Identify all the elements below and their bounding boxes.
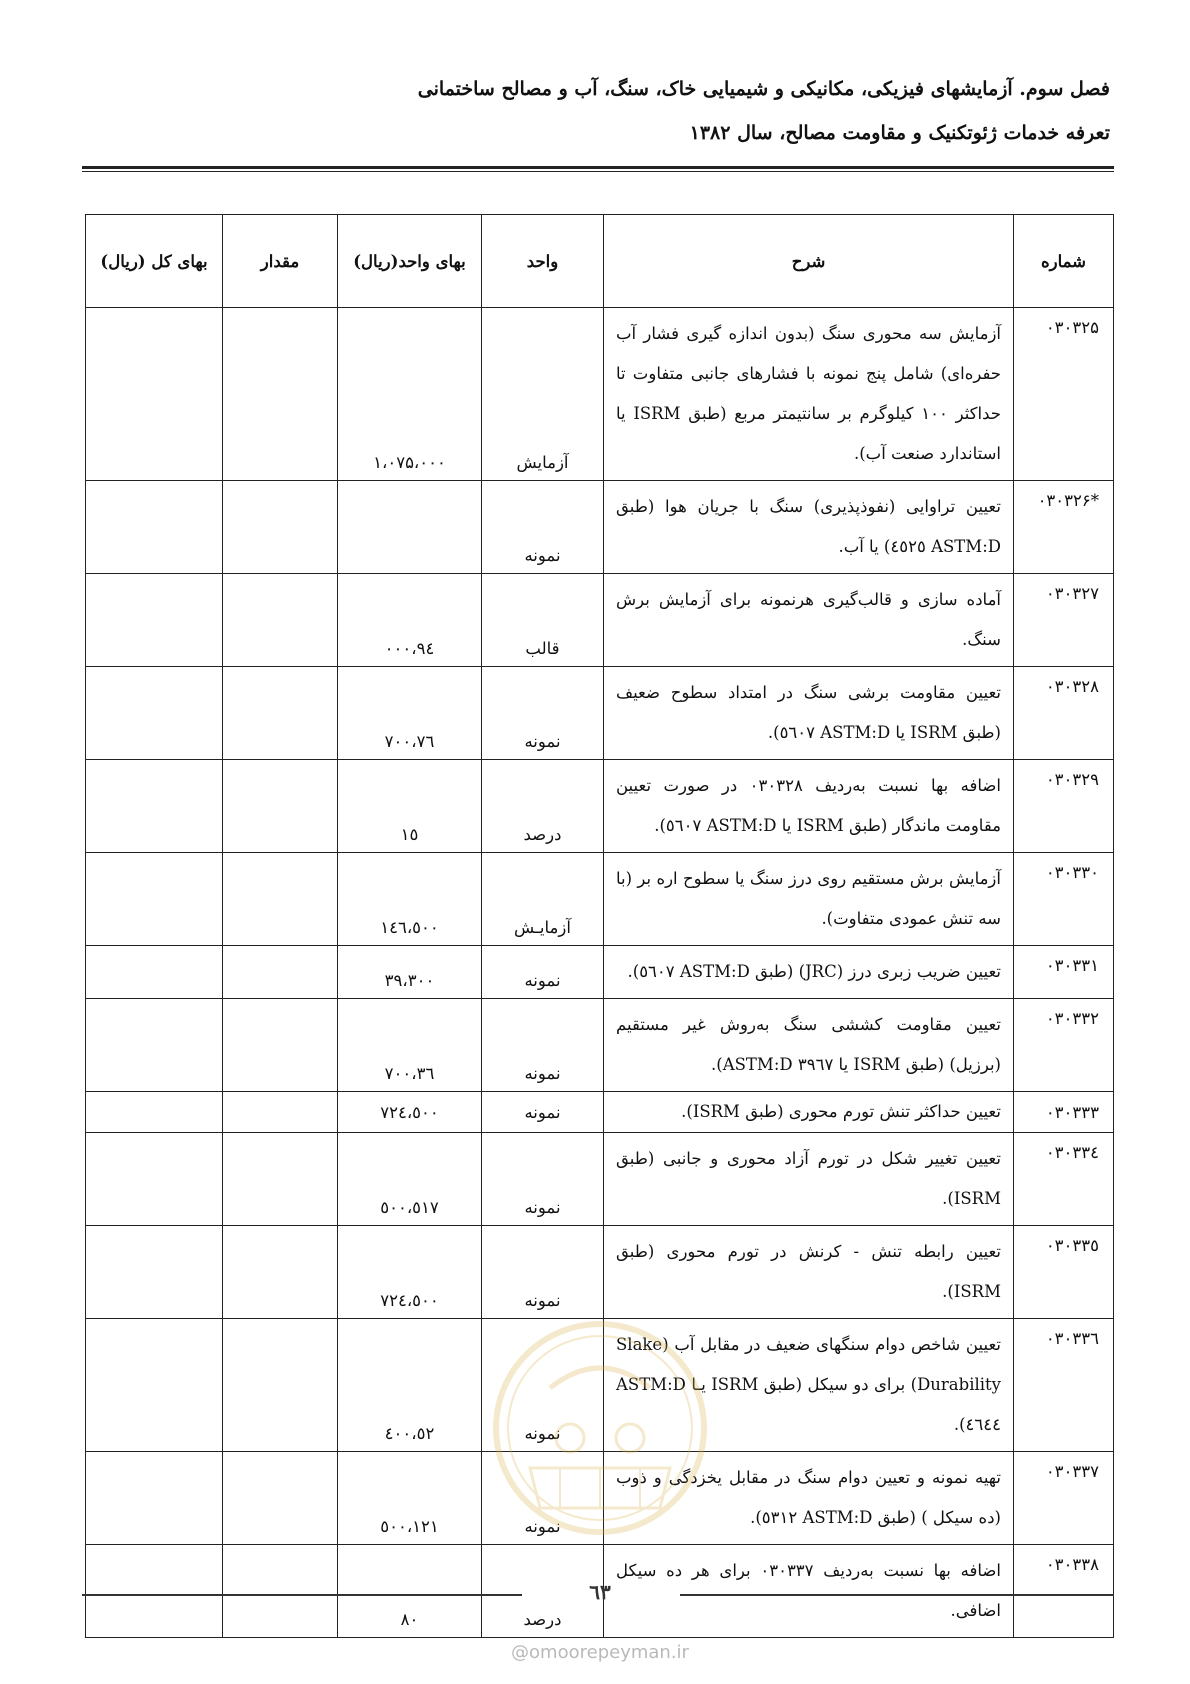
footer-rule-right bbox=[680, 1594, 1114, 1596]
row-quantity bbox=[223, 1545, 338, 1638]
row-unit-price: ۷٦،۷۰۰ bbox=[338, 667, 482, 760]
row-total-price bbox=[86, 1319, 223, 1452]
row-unit: نمونه bbox=[482, 1133, 604, 1226]
row-total-price bbox=[86, 946, 223, 999]
row-unit-price: ۳٦،۷۰۰ bbox=[338, 999, 482, 1092]
col-header-description: شرح bbox=[604, 215, 1014, 308]
row-total-price bbox=[86, 1092, 223, 1133]
col-header-unit: واحد bbox=[482, 215, 604, 308]
row-number: ۰۳۰۳۳٥ bbox=[1014, 1226, 1114, 1319]
row-unit-price: ۷۲٤،٥۰۰ bbox=[338, 1226, 482, 1319]
row-unit: نمونه bbox=[482, 1452, 604, 1545]
row-total-price bbox=[86, 308, 223, 481]
row-total-price bbox=[86, 1226, 223, 1319]
row-number: ۰۳۰۳۳٤ bbox=[1014, 1133, 1114, 1226]
row-unit-price: ٥۲،٤۰۰ bbox=[338, 1319, 482, 1452]
col-header-number: شماره bbox=[1014, 215, 1114, 308]
row-total-price bbox=[86, 1133, 223, 1226]
row-total-price bbox=[86, 999, 223, 1092]
row-unit-price: ۳۹،۳۰۰ bbox=[338, 946, 482, 999]
row-description: تعیین مقاومت کششی سنگ به‌روش غیر مستقیم (برزیل) (طبق ISRM یا ASTM:D ۳۹٦۷). bbox=[604, 999, 1014, 1092]
row-total-price bbox=[86, 481, 223, 574]
row-unit: نمونه bbox=[482, 999, 604, 1092]
table-row bbox=[86, 1092, 1114, 1133]
row-total-price bbox=[86, 760, 223, 853]
row-number: *۰۳۰۳۲۶ bbox=[1014, 481, 1114, 574]
row-unit: درصد bbox=[482, 1545, 604, 1638]
row-quantity bbox=[223, 1092, 338, 1133]
row-total-price bbox=[86, 667, 223, 760]
row-quantity bbox=[223, 1226, 338, 1319]
row-number: ۰۳۰۳۳۸ bbox=[1014, 1545, 1114, 1638]
row-quantity bbox=[223, 667, 338, 760]
header-rule bbox=[82, 166, 1114, 169]
header-rule-thin bbox=[82, 171, 1114, 172]
row-unit: نمونه bbox=[482, 481, 604, 574]
table-row bbox=[86, 999, 1114, 1092]
row-quantity bbox=[223, 1133, 338, 1226]
table-row bbox=[86, 481, 1114, 574]
row-description: اضافه بها نسبت به‌ردیف ۰۳۰۳۳۷ برای هر ده سیکل اضافی. bbox=[604, 1545, 1014, 1638]
row-unit: نمونه bbox=[482, 1319, 604, 1452]
row-unit-price: ۱٥ bbox=[338, 760, 482, 853]
row-unit-price: ۱،۰۷۵،۰۰۰ bbox=[338, 308, 482, 481]
page-number: ٦۳ bbox=[589, 1580, 611, 1604]
row-description: تعیین تغییر شکل در تورم آزاد محوری و جانبی (طبق ISRM). bbox=[604, 1133, 1014, 1226]
row-unit: قالب bbox=[482, 574, 604, 667]
row-quantity bbox=[223, 999, 338, 1092]
row-quantity bbox=[223, 760, 338, 853]
table-row bbox=[86, 946, 1114, 999]
row-description: تعیین رابطه تنش - کرنش در تورم محوری (طبق ISRM). bbox=[604, 1226, 1014, 1319]
row-unit: درصد bbox=[482, 760, 604, 853]
row-number: ۰۳۰۳۳۰ bbox=[1014, 853, 1114, 946]
row-number: ۰۳۰۳۲۸ bbox=[1014, 667, 1114, 760]
row-description: تهیه نمونه و تعیین دوام سنگ در مقابل یخزدگی و ذوب (ده سیکل ) (طبق ASTM:D ٥۳۱۲). bbox=[604, 1452, 1014, 1545]
row-total-price bbox=[86, 1452, 223, 1545]
row-description: تعیین حداکثر تنش تورم محوری (طبق ISRM). bbox=[604, 1092, 1014, 1133]
table-header-row bbox=[86, 215, 1114, 308]
row-number: ۰۳۰۳۳٦ bbox=[1014, 1319, 1114, 1452]
row-number: ۰۳۰۳۳۲ bbox=[1014, 999, 1114, 1092]
row-unit: آزمایش bbox=[482, 308, 604, 481]
row-total-price bbox=[86, 853, 223, 946]
row-number: ۰۳۰۳۲۹ bbox=[1014, 760, 1114, 853]
row-number: ۰۳۰۳۲۵ bbox=[1014, 308, 1114, 481]
table-row bbox=[86, 574, 1114, 667]
row-description: اضافه بها نسبت به‌ردیف ۰۳۰۳۲۸ در صورت تعیین مقاومت ماندگار (طبق ISRM یا ASTM:D ٥٦٠٧). bbox=[604, 760, 1014, 853]
table-row bbox=[86, 1226, 1114, 1319]
tariff-title: تعرفه خدمات ژئوتکنیک و مقاومت مصالح، سال ۱۳۸۲ bbox=[689, 122, 1110, 144]
col-header-quantity: مقدار bbox=[223, 215, 338, 308]
row-quantity bbox=[223, 1319, 338, 1452]
row-unit-price: ۸۰ bbox=[338, 1545, 482, 1638]
row-quantity bbox=[223, 574, 338, 667]
row-number: ۰۳۰۳۲۷ bbox=[1014, 574, 1114, 667]
row-unit-price: ۹٤،۰۰۰ bbox=[338, 574, 482, 667]
footer-rule-left bbox=[82, 1594, 522, 1596]
row-unit-price: ۱۲۱،٥۰۰ bbox=[338, 1452, 482, 1545]
row-quantity bbox=[223, 308, 338, 481]
chapter-title: فصل سوم. آزمایشهای فیزیکی، مکانیکی و شیمیایی خاک، سنگ، آب و مصالح ساختمانی bbox=[417, 78, 1110, 100]
row-description: آزمایش سه محوری سنگ (بدون اندازه گیری فشار آب حفره‌ای) شامل پنج نمونه با فشارهای جانبی متفاوت تا حداکثر ۱۰۰ کیلوگرم بر سانتیمتر مربع (طبق ISRM یا استاندارد صنعت آب). bbox=[604, 308, 1014, 481]
row-quantity bbox=[223, 481, 338, 574]
row-total-price bbox=[86, 1545, 223, 1638]
table-row bbox=[86, 667, 1114, 760]
table-row bbox=[86, 760, 1114, 853]
row-description: تعیین ضریب زبری درز (JRC) (طبق ASTM:D ٥٦٠٧). bbox=[604, 946, 1014, 999]
row-unit: نمونه bbox=[482, 1092, 604, 1133]
row-number: ۰۳۰۳۳۷ bbox=[1014, 1452, 1114, 1545]
row-description: تعیین شاخص دوام سنگهای ضعیف در مقابل آب (Slake Durability) برای دو سیکل (طبق ISRM یـا ASTM:D ٤٦٤٤). bbox=[604, 1319, 1014, 1452]
table-row bbox=[86, 308, 1114, 481]
row-total-price bbox=[86, 574, 223, 667]
row-number: ۰۳۰۳۳۱ bbox=[1014, 946, 1114, 999]
row-unit: نمونه bbox=[482, 1226, 604, 1319]
row-unit: آزمایـش bbox=[482, 853, 604, 946]
row-description: تعیین مقاومت برشی سنگ در امتداد سطوح ضعیف (طبق ISRM یا ASTM:D ٥٦٠٧). bbox=[604, 667, 1014, 760]
watermark-seal-icon bbox=[490, 1318, 710, 1538]
row-number: ۰۳۰۳۳۳ bbox=[1014, 1092, 1114, 1133]
website-watermark: @omoorepeyman.ir bbox=[511, 1642, 689, 1663]
row-unit-price: ٥۱۷،٥۰۰ bbox=[338, 1133, 482, 1226]
row-unit-price: ۷۲٤،٥۰۰ bbox=[338, 1092, 482, 1133]
row-quantity bbox=[223, 946, 338, 999]
row-unit: نمونه bbox=[482, 667, 604, 760]
row-unit-price bbox=[338, 481, 482, 574]
row-description: تعیین تراوایی (نفوذپذیری) سنگ با جریان هوا (طبق ASTM:D ٤٥٢٥) یا آب. bbox=[604, 481, 1014, 574]
row-description: آماده سازی و قالب‌گیری هرنمونه برای آزمایش برش سنگ. bbox=[604, 574, 1014, 667]
row-unit-price: ۱٤٦،٥۰۰ bbox=[338, 853, 482, 946]
col-header-unit-price: بهای واحد(ریال) bbox=[338, 215, 482, 308]
table-row bbox=[86, 1133, 1114, 1226]
row-description: آزمایش برش مستقیم روی درز سنگ یا سطوح اره بر (با سه تنش عمودی متفاوت). bbox=[604, 853, 1014, 946]
row-unit: نمونه bbox=[482, 946, 604, 999]
row-quantity bbox=[223, 1452, 338, 1545]
col-header-total-price: بهای کل (ریال) bbox=[86, 215, 223, 308]
row-quantity bbox=[223, 853, 338, 946]
table-row bbox=[86, 853, 1114, 946]
